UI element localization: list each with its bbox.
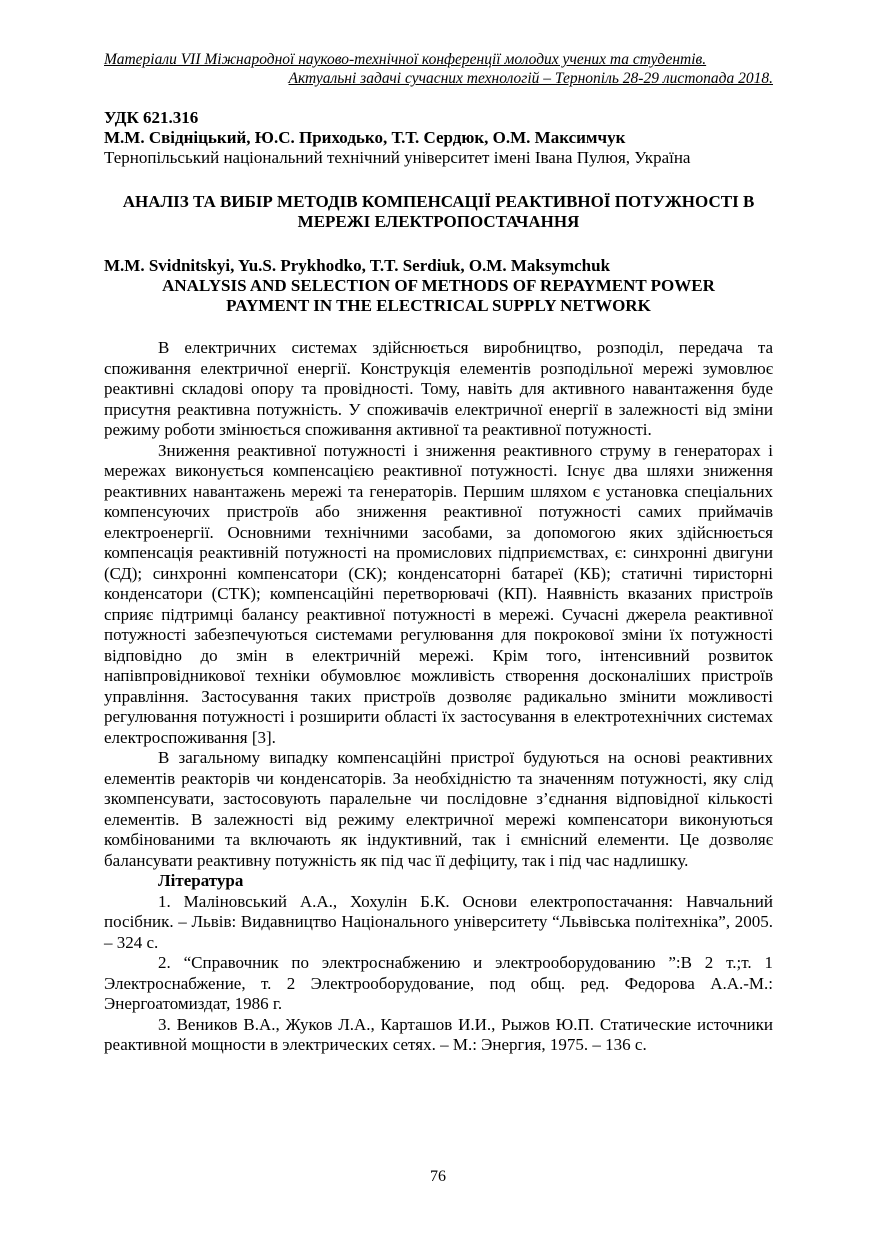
body-paragraph: В загальному випадку компенсаційні пристрої будуються на основі реактивних елементів реакторів чи конденсаторів. За необхідністю та значенням потужності, яку слід зкомпенсувати, застосовують паралельне чи послідовне з’єднання відповідної кількості елементів. В залежності від режиму електричної мережі компенсатори виконуються комбінованими та включають як індуктивний, так і ємнісний елементи. Це дозволяє балансувати реактивну потужність як під час її дефіциту, так і під час надлишку. [104,748,773,870]
authors-ukrainian: М.М. Свідніцький, Ю.С. Приходько, Т.Т. Сердюк, О.М. Максимчук [104,128,626,147]
title-english-line: PAYMENT IN THE ELECTRICAL SUPPLY NETWORK [226,296,651,315]
title-ukrainian-line: МЕРЕЖІ ЕЛЕКТРОПОСТАЧАННЯ [297,212,580,231]
title-english-line: ANALYSIS AND SELECTION OF METHODS OF REPAYMENT POWER [162,276,715,295]
reference-item: 2. “Справочник по электроснабжению и электрооборудованию ”:В 2 т.;т. 1 Электроснабжение, т. 2 Электрооборудование, под общ. ред. Федорова А.А.-М.: Энергоатомиздат, 1986 г. [104,953,773,1013]
conference-header-line-2: Актуальні задачі сучасних технологій – Тернопіль 28-29 листопада 2018. [288,70,773,87]
title-english [104,276,773,316]
page-number: 76 [430,1168,446,1185]
reference-item: 1. Маліновський А.А., Хохулін Б.К. Основи електропостачання: Навчальний посібник. – Львів: Видавництво Національного університету “Львівська політехніка”, 2005. – 324 с. [104,891,773,952]
title-ukrainian-line: АНАЛІЗ ТА ВИБІР МЕТОДІВ КОМПЕНСАЦІЇ РЕАКТИВНОЇ ПОТУЖНОСТІ В [122,192,755,211]
reference-item: 3. Веников В.А., Жуков Л.А., Карташов И.И., Рыжов Ю.П. Статические источники реактивной мощности в электрических сетях. – М.: Энергия, 1975. – 136 с. [104,1014,773,1054]
udc-code: УДК 621.316 [104,108,199,127]
conference-header-line-1: Матеріали VII Міжнародної науково-технічної конференції молодих учених та студентів. [104,51,707,68]
affiliation: Тернопільський національний технічний університет імені Івана Пулюя, Україна [104,148,691,167]
literature-heading: Література [158,871,244,890]
document-page [104,50,773,1056]
body-paragraph: Зниження реактивної потужності і зниження реактивного струму в генераторах і мережах виконується компенсацією реактивної потужності. Існує два шляхи зниження реактивних навантажень мережі та генераторів. Першим шляхом є установка спеціальних компенсуючих пристроїв або зниження реактивної потужності самих приймачів електроенергії. Основними технічними засобами, за допомогою яких здійснюється компенсація реактивній потужності на промислових підприємствах, є: синхронні двигуни (СД); синхронні компенсатори (СК); конденсаторні батареї (КБ); статичні тиристорні конденсатори (СТК); компенсаційні перетворювачі (КП). Наявність вказаних пристроїв сприяє підтримці балансу реактивної потужності в мережі. Сучасні джерела реактивної потужності забезпечуються системами регулювання для покрокової зміни їх потужності відповідно до змін в електричній мережі. Крім того, інтенсивний розвиток напівпровідникової техніки обумовлює можливість створення досконаліших пристроїв управління. Застосування таких пристроїв дозволяє радикально змінити можливості регулювання потужності і розширити області їх застосування в електротехнічних системах електроспоживання [3]. [104,440,773,747]
body-paragraph: В електричних системах здійснюється виробництво, розподіл, передача та споживання електричної енергії. Конструкція елементів розподільної мережі зумовлює реактивні складові опору та провідності. Тому, навіть для активного навантаження буде присутня реактивна потужність. У споживачів електричної енергії в залежності від зміни режиму роботи змінюється споживання активної та реактивної потужності. [104,338,773,439]
title-ukrainian [104,192,773,232]
article-body [104,338,773,1056]
authors-english: M.M. Svidnitskyi, Yu.S. Prykhodko, T.T. Serdiuk, O.M. Maksymchuk [104,256,611,275]
